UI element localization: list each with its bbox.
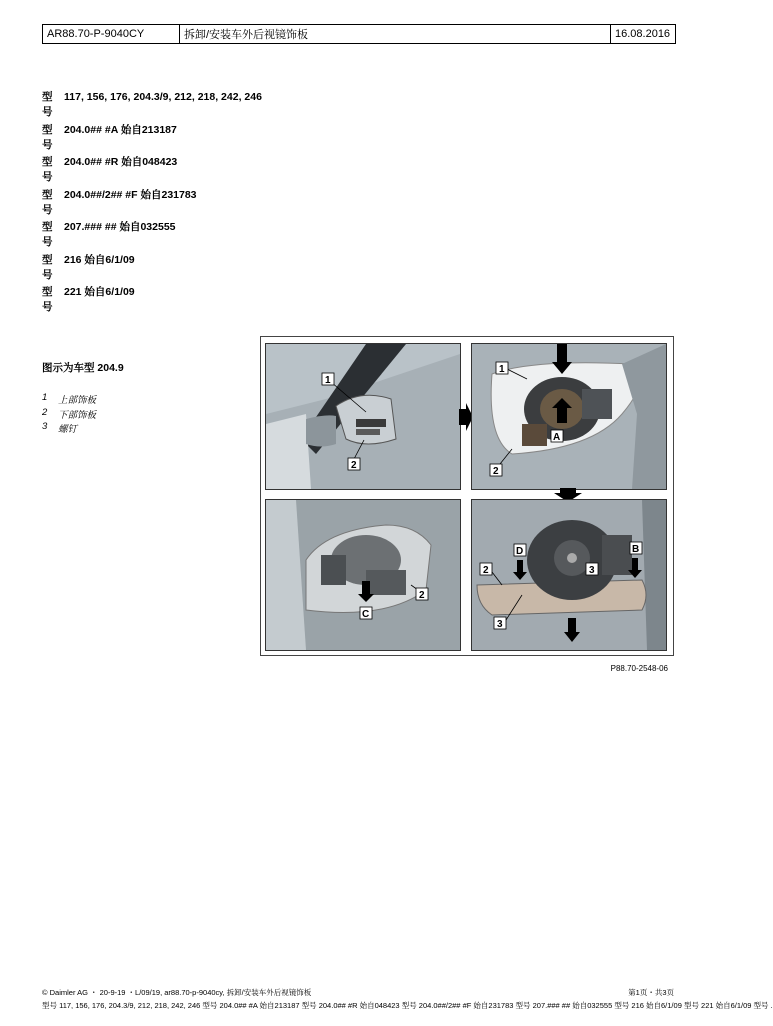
callout-label: 1 — [325, 375, 331, 386]
illustration-figure — [260, 336, 674, 656]
callout-label: C — [362, 609, 370, 620]
mirror-photo — [472, 500, 666, 650]
legend-number: 1 — [42, 392, 48, 403]
footer-copyright: © Daimler AG ・ 20-9-19 ・L/09/19, ar88.70-p-9040cy, 拆卸/安装车外后视镜饰板 — [42, 988, 312, 997]
figure-caption: 图示为车型 204.9 — [42, 362, 124, 374]
model-row — [42, 253, 462, 286]
legend-item — [42, 407, 96, 422]
page-number: 第1页・共3页 — [628, 988, 674, 997]
legend — [42, 392, 96, 436]
callout-label: 2 — [419, 590, 425, 601]
model-row — [42, 123, 462, 156]
panel-lower-cover-clip — [265, 499, 461, 651]
model-value: 216 始自6/1/09 — [64, 253, 135, 266]
model-label: 型号 — [42, 253, 53, 281]
legend-item — [42, 392, 96, 407]
model-label: 型号 — [42, 221, 53, 248]
model-value: 221 始自6/1/09 — [64, 286, 135, 298]
model-row — [42, 285, 462, 318]
legend-label: 螺钉 — [58, 424, 78, 435]
panel-mirror-on-car — [265, 343, 461, 490]
model-value: 204.0##/2## #F 始自231783 — [64, 188, 197, 201]
document-date: 16.08.2016 — [615, 28, 671, 40]
model-label: 型号 — [42, 156, 53, 183]
document-code: AR88.70-P-9040CY — [43, 25, 180, 43]
legend-item — [42, 421, 96, 436]
footer-models: 型号 117, 156, 176, 204.3/9, 212, 218, 242, 246 型号 204.0## #A 始自213187 型号 204.0## #R 始自048423 型号 204.0##/2## #F 始自231783 型号 207.### ## 始自032555 型号 216 始自6/1/09 型号 221 始自6/1/09 型号 . — [42, 1001, 773, 1010]
figure-reference: P88.70-2548-06 — [610, 664, 668, 673]
callout-label: 1 — [499, 364, 505, 375]
model-row — [42, 188, 462, 221]
model-label: 型号 — [42, 91, 53, 118]
model-value: 204.0## #R 始自048423 — [64, 156, 178, 168]
model-list — [42, 90, 462, 318]
document-header — [42, 24, 676, 44]
panel-upper-cover-removal — [471, 343, 667, 490]
legend-label: 下部饰板 — [58, 409, 97, 421]
document-title: 拆卸/安装车外后视镜饰板 — [180, 25, 611, 43]
model-label: 型号 — [42, 123, 53, 151]
mirror-photo — [266, 500, 460, 650]
callout-label: 3 — [589, 565, 595, 576]
model-label: 型号 — [42, 286, 53, 313]
legend-number: 3 — [42, 421, 48, 432]
model-row — [42, 155, 462, 188]
callout-label: 2 — [483, 565, 489, 576]
callout-label: A — [553, 432, 561, 443]
callout-label: 2 — [351, 460, 357, 471]
mirror-photo — [266, 344, 460, 489]
model-value: 117, 156, 176, 204.3/9, 212, 218, 242, 246 — [64, 91, 262, 103]
legend-number: 2 — [42, 406, 48, 418]
panel-screws — [471, 499, 667, 651]
callout-label: 3 — [497, 619, 503, 630]
callout-label: B — [632, 544, 640, 555]
model-row — [42, 220, 462, 253]
legend-label: 上部饰板 — [58, 395, 97, 406]
page-footer — [42, 987, 773, 1011]
mirror-photo — [472, 344, 666, 489]
model-row — [42, 90, 462, 123]
model-value: 204.0## #A 始自213187 — [64, 123, 177, 136]
callout-label: 2 — [493, 466, 499, 477]
model-label: 型号 — [42, 188, 53, 216]
callout-label: D — [516, 546, 524, 557]
model-value: 207.### ## 始自032555 — [64, 221, 176, 233]
